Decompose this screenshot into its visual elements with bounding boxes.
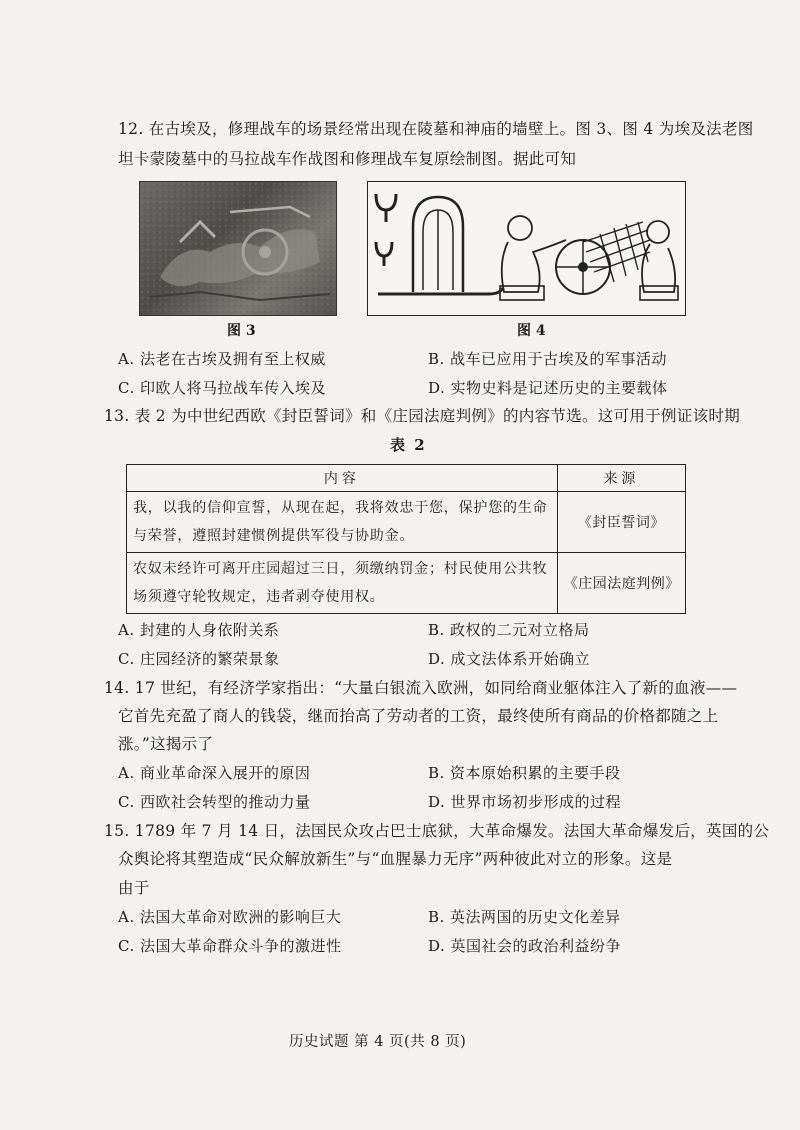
q15-option-c[interactable]: C. 法国大革命群众斗争的激进性 <box>118 937 342 955</box>
q14-option-a[interactable]: A. 商业革命深入展开的原因 <box>118 764 311 782</box>
figure-4-caption: 图 4 <box>517 323 546 339</box>
q14-stem-line2: 它首先充盈了商人的钱袋，继而抬高了劳动者的工资，最终使所有商品的价格都随之上 <box>118 707 719 725</box>
q15-stem-line1: 15. 1789 年 7 月 14 日，法国民众攻占巴士底狱，大革命爆发。法国大革命爆发后，英国的公 <box>104 822 770 840</box>
table-header-source: 来源 <box>557 465 685 492</box>
table-row <box>127 492 686 553</box>
q12-option-c[interactable]: C. 印欧人将马拉战车传入埃及 <box>118 379 326 397</box>
figure-4-chariot-repair-drawing <box>367 181 686 316</box>
q12-stem-line2: 坦卡蒙陵墓中的马拉战车作战图和修理战车复原绘制图。据此可知 <box>118 150 577 168</box>
table-cell-content: 农奴未经许可离开庄园超过三日，须缴纳罚金；村民使用公共牧场须遵守轮牧规定，违者剥夺使用权。 <box>127 553 558 614</box>
table-header-content: 内容 <box>127 465 558 492</box>
q14-stem-line3: 涨。”这揭示了 <box>118 735 214 753</box>
table-cell-source: 《庄园法庭判例》 <box>557 553 685 614</box>
q13-option-c[interactable]: C. 庄园经济的繁荣景象 <box>118 650 280 668</box>
q15-option-b[interactable]: B. 英法两国的历史文化差异 <box>428 908 621 926</box>
table-cell-content: 我，以我的信仰宣誓，从现在起，我将效忠于您，保护您的生命与荣誉，遵照封建惯例提供军役与协助金。 <box>127 492 558 553</box>
q13-stem-line1: 13. 表 2 为中世纪西欧《封臣誓词》和《庄园法庭判例》的内容节选。这可用于例证该时期 <box>104 407 740 425</box>
q15-option-a[interactable]: A. 法国大革命对欧洲的影响巨大 <box>118 908 342 926</box>
q15-option-d[interactable]: D. 英国社会的政治利益纷争 <box>428 937 622 955</box>
table-row <box>127 553 686 614</box>
q12-option-b[interactable]: B. 战车已应用于古埃及的军事活动 <box>428 350 668 368</box>
q14-option-d[interactable]: D. 世界市场初步形成的过程 <box>428 793 622 811</box>
q12-option-d[interactable]: D. 实物史料是记述历史的主要载体 <box>428 379 668 397</box>
page-footer: 历史试题 第 4 页(共 8 页) <box>289 1034 467 1050</box>
table-header-row <box>127 465 686 492</box>
q12-stem-line1: 12. 在古埃及，修理战车的场景经常出现在陵墓和神庙的墙壁上。图 3、图 4 为埃及法老图 <box>118 120 754 138</box>
q13-option-a[interactable]: A. 封建的人身依附关系 <box>118 621 280 639</box>
q13-option-d[interactable]: D. 成文法体系开始确立 <box>428 650 591 668</box>
q13-option-b[interactable]: B. 政权的二元对立格局 <box>428 621 590 639</box>
table-cell-source: 《封臣誓词》 <box>557 492 685 553</box>
q15-stem-line3: 由于 <box>118 879 150 897</box>
q12-option-a[interactable]: A. 法老在古埃及拥有至上权威 <box>118 350 326 368</box>
q15-stem-line2: 众舆论将其塑造成“民众解放新生”与“血腥暴力无序”两种彼此对立的形象。这是 <box>118 850 673 868</box>
q14-stem-line1: 14. 17 世纪，有经济学家指出：“大量白银流入欧洲，如同给商业躯体注入了新的血液—— <box>104 679 738 697</box>
q14-option-c[interactable]: C. 西欧社会转型的推动力量 <box>118 793 311 811</box>
table-2 <box>126 464 686 614</box>
table-2-title: 表 2 <box>390 436 427 454</box>
figure-3-caption: 图 3 <box>227 323 256 339</box>
q14-option-b[interactable]: B. 资本原始积累的主要手段 <box>428 764 621 782</box>
figure-3-relief-photo <box>139 181 337 316</box>
